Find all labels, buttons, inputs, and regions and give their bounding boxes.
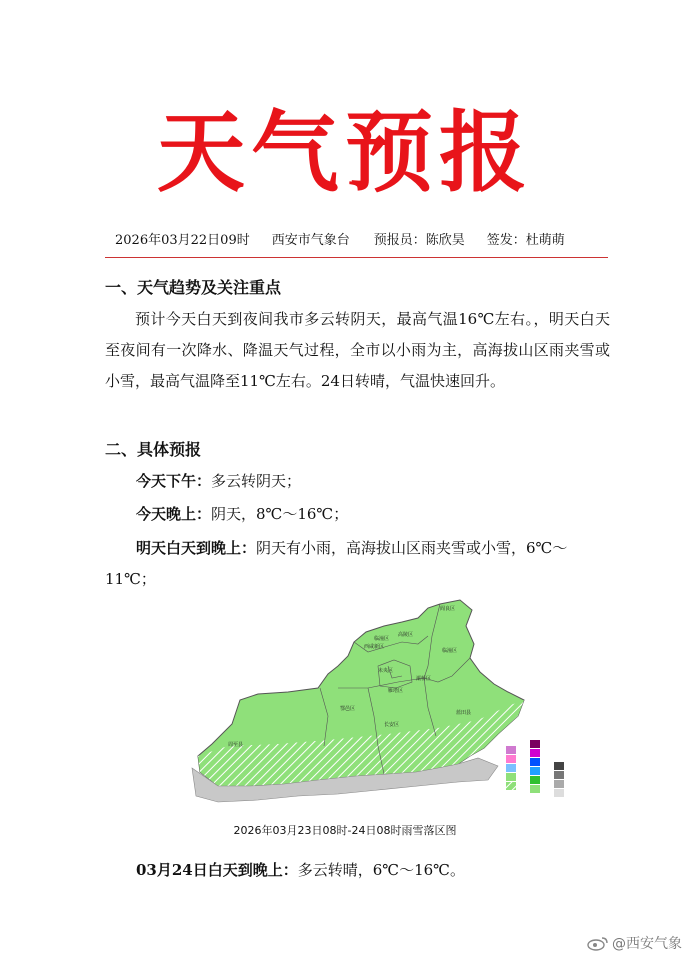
map-label: 高陵区	[398, 632, 414, 638]
map-label: 蓝田县	[456, 710, 472, 716]
header-divider	[105, 257, 608, 258]
map-label: 周至县	[228, 742, 244, 748]
forecast-item-text: 阴天，8℃～16℃；	[211, 505, 349, 523]
issue-date: 2026年03月22日09时	[115, 233, 250, 248]
map-label: 灞桥区	[416, 676, 432, 682]
forecast-item-text: 阴天有小雨，高海拔山区雨夹雪或小雪，6℃～11℃；	[105, 539, 568, 588]
issuing-station: 西安市气象台	[271, 233, 350, 248]
signer: 签发：杜萌萌	[486, 233, 565, 248]
forecast-item-label: 今天晚上：	[136, 505, 212, 523]
map-label: 雁塔区	[388, 688, 404, 694]
map-caption: 2026年03月23日08时-24日08时雨雪落区图	[233, 824, 457, 837]
forecaster: 预报员：陈欣昊	[373, 233, 465, 248]
weibo-watermark	[587, 930, 682, 956]
forecast-item-text: 多云转阴天；	[211, 472, 302, 490]
forecast-item	[136, 499, 611, 530]
day3-forecast	[136, 856, 465, 884]
day3-label: 03月24日白天到晚上：	[136, 861, 298, 879]
document-title: 天气预报	[156, 100, 533, 204]
forecast-item-label: 今天下午：	[136, 472, 212, 490]
section1-paragraph: 预计今天白天到夜间我市多云转阴天，最高气温16℃左右。，明天白天至夜间有一次降水、降温天气过程，全市以小雨为主，高海拔山区雨夹雪或小雪，最高气温降至11℃左右。24日转晴，气温快速回升。	[105, 310, 610, 390]
forecast-item	[136, 466, 611, 497]
forecast-item-label: 明天白天到晚上：	[136, 539, 257, 557]
section1-heading: 一、天气趋势及关注重点	[105, 278, 282, 297]
day3-text: 多云转晴，6℃～16℃。	[297, 861, 465, 879]
map-label: 长安区	[384, 722, 400, 728]
section2-heading: 二、具体预报	[105, 440, 202, 459]
forecast-item	[105, 533, 611, 595]
document-meta	[105, 226, 605, 256]
map-legend	[506, 740, 564, 797]
map-label: 西咸新区	[364, 644, 385, 650]
map-label: 鄠邑区	[340, 706, 356, 712]
map-graphic	[188, 596, 584, 810]
map-label: 临潼区	[442, 648, 458, 654]
watermark-text: @西安气象	[612, 936, 682, 952]
precipitation-map	[188, 596, 584, 810]
map-label: 临潼区	[374, 636, 390, 642]
weibo-icon	[587, 935, 609, 951]
map-label: 未央区	[378, 668, 394, 674]
map-label: 阎良区	[440, 606, 456, 612]
